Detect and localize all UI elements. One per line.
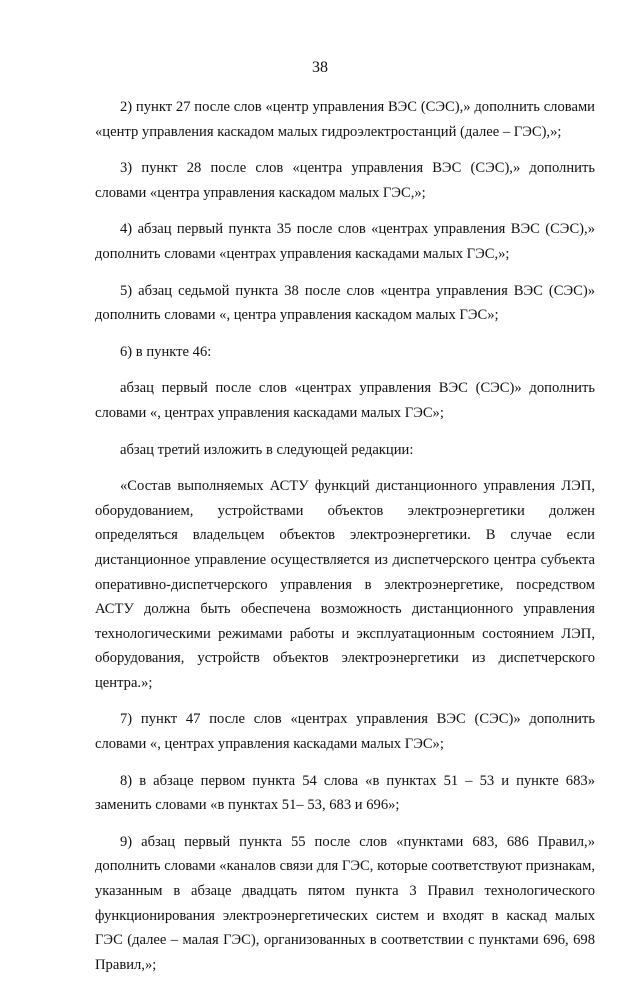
paragraph-item-3: 3) пункт 28 после слов «центра управления ВЭС (СЭС),» дополнить словами «центра управления каскадом малых ГЭС,»;	[95, 160, 595, 201]
paragraph-item-5: 5) абзац седьмой пункта 38 после слов «центра управления ВЭС (СЭС)» дополнить словами «, центра управления каскадом малых ГЭС»;	[95, 282, 595, 324]
paragraph-item-2: 2) пункт 27 после слов «центр управления ВЭС (СЭС),» дополнить словами «центр управления каскадом малых гидроэлектростанций (далее – ГЭС),»;	[95, 99, 595, 140]
document-body	[95, 95, 595, 989]
paragraph-item-4: 4) абзац первый пункта 35 после слов «центрах управления ВЭС (СЭС),» дополнить словами «центрах управления каскадами малых ГЭС,»;	[95, 221, 595, 262]
paragraph-item-6: 6) в пункте 46:	[120, 343, 212, 360]
paragraph-item-6-third-abzac: абзац третий изложить в следующей редакции:	[120, 441, 414, 458]
page-number: 38	[312, 59, 328, 76]
paragraph-item-7: 7) пункт 47 после слов «центрах управления ВЭС (СЭС)» дополнить словами «, центрах управления каскадами малых ГЭС»;	[95, 711, 595, 753]
paragraph-item-6-first-abzac: абзац первый после слов «центрах управления ВЭС (СЭС)» дополнить словами «, центрах управления каскадами малых ГЭС»;	[95, 380, 595, 421]
paragraph-item-8: 8) в абзаце первом пункта 54 слова «в пунктах 51 – 53 и пункте 683» заменить словами «в пунктах 51– 53, 683 и 696»;	[95, 772, 595, 814]
paragraph-quoted-text: «Состав выполняемых АСТУ функций дистанционного управления ЛЭП, оборудованием, устройствами объектов электроэнергетики должен определяться владельцем объектов электроэнергетики. В случае если дистанционное управление осуществляется из диспетчерского центра субъекта оперативно-диспетчерского управления в электроэнергетике, посредством АСТУ должна быть обеспечена возможность дистанционного управления технологическими режимами работы и эксплуатационным состоянием ЛЭП, оборудования, устройств объектов электроэнергетики из диспетчерского центра.»;	[95, 478, 595, 691]
paragraph-item-9: 9) абзац первый пункта 55 после слов «пунктами 683, 686 Правил,» дополнить словами «каналов связи для ГЭС, которые соответствуют признакам, указанным в абзаце двадцать пятом пункта 3 Правил технологического функционирования электроэнергетических систем и входят в каскад малых ГЭС (далее – малая ГЭС), организованных в соответствии с пунктами 696, 698 Правил,»;	[95, 833, 595, 973]
